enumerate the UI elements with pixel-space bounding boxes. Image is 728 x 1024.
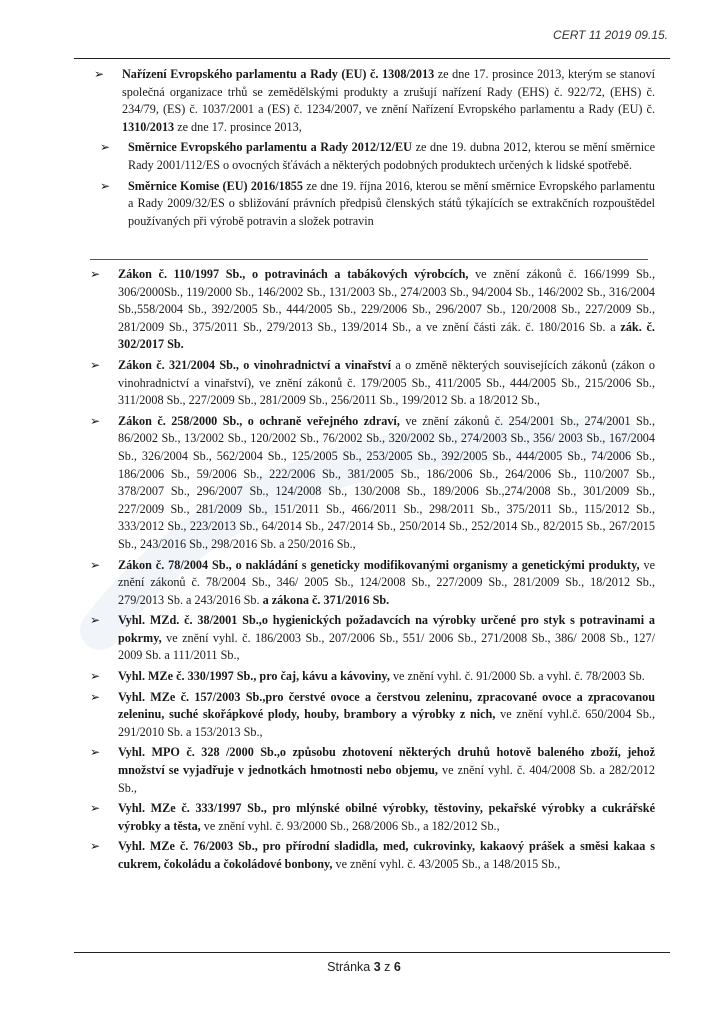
- list-item: [90, 357, 655, 410]
- item-text: ve znění zákonů č. 166/1999 Sb., 306/2000Sb., 119/2000 Sb., 146/2002 Sb., 131/2003 Sb., 274/2003 Sb., 94/2004 Sb., 146/2002 Sb., 316/2004 Sb.,558/2004 Sb., 392/2005 Sb., 444/2005 Sb., 229/2006 Sb., 296/2007 Sb., 120/2008 Sb., 227/2009 Sb., 281/2009 Sb., 375/2011 Sb., 279/2013 Sb., 139/2014 Sb., a ve znění části zák. č. 180/2016 Sb. a: [118, 267, 655, 334]
- cz-laws-list: [90, 266, 655, 877]
- arrow-right-icon: ➢: [90, 689, 101, 704]
- item-title: Vyhl. MZe č. 333/1997 Sb., pro mlýnské obilné výrobky, těstoviny, pekařské výrobky a cukrářské výrobky a těsta,: [118, 801, 655, 833]
- item-text: ve znění vyhl. č. 91/2000 Sb. a vyhl. č. 78/2003 Sb.: [389, 669, 645, 684]
- arrow-right-icon: ➢: [90, 613, 101, 628]
- arrow-right-icon: ➢: [90, 801, 101, 816]
- document-code: CERT 11 2019 09.15.: [553, 28, 668, 42]
- item-bold-tail: zák. č. 302/2017 Sb.: [118, 319, 655, 352]
- header-divider: [74, 58, 670, 59]
- item-text: ze dne 19. dubna 2012, kterou se mění směrnice Rady 2001/112/ES o ovocných šťávách a některých podobných produktech určených k lidské spotřebě.: [128, 140, 655, 172]
- list-item: [94, 66, 655, 136]
- page-total: 6: [393, 960, 401, 974]
- list-item: [90, 800, 655, 835]
- item-title: Vyhl. MZe č. 157/2003 Sb.,pro čerstvé ovoce a čerstvou zeleninu, zpracované ovoce a zpracovanou zeleninu, suché skořápkové plody, houby, brambory a výrobky z nich,: [118, 689, 655, 722]
- item-title: Vyhl. MPO č. 328 /2000 Sb.,o způsobu zhotovení některých druhů hotově baleného zboží, jehož množství se vyjadřuje v jednotkách hmotnosti nebo objemu,: [118, 745, 655, 778]
- item-title: Směrnice Komise (EU) 2016/1855: [128, 178, 303, 193]
- item-title: Zákon č. 258/2000 Sb., o ochraně veřejného zdraví,: [118, 413, 400, 428]
- item-title: Zákon č. 321/2004 Sb., o vinohradnictví a vinařství: [118, 357, 392, 372]
- list-item: [90, 266, 655, 354]
- page-prefix: Stránka: [327, 960, 374, 974]
- list-item: [90, 612, 655, 665]
- item-bold-tail: a zákona č. 371/2016 Sb.: [262, 592, 390, 607]
- list-item: [100, 178, 655, 231]
- item-tail: ze dne 17. prosince 2013,: [174, 119, 302, 134]
- item-text: ve znění vyhl. č. 186/2003 Sb., 207/2006 Sb., 551/ 2006 Sb., 271/2008 Sb., 386/ 2008 Sb., 127/ 2009 Sb. a 111/2011 Sb.,: [118, 630, 655, 663]
- list-item: [90, 689, 655, 742]
- item-text: ze dne 17. prosince 2013, kterým se stanoví společná organizace trhů se zemědělskými produkty a zrušují nařízení Rady (EHS) č. 922/72, (EHS) č. 234/79, (ES) č. 1037/2001 a (ES) č. 1234/2007, ve znění Nařízení Evropského parlamentu a Rady (EU) č.: [122, 67, 655, 117]
- list-item: [90, 668, 655, 686]
- list-item: [90, 838, 655, 873]
- section-divider: [90, 259, 648, 260]
- eu-regulations-list: [90, 66, 655, 233]
- arrow-right-icon: ➢: [90, 839, 101, 854]
- page-number: [0, 960, 728, 974]
- item-title: Zákon č. 110/1997 Sb., o potravinách a tabákových výrobcích,: [118, 267, 469, 281]
- arrow-right-icon: ➢: [94, 67, 105, 81]
- item-title: Nařízení Evropského parlamentu a Rady (EU) č. 1308/2013: [122, 67, 435, 81]
- list-item: [90, 557, 655, 610]
- arrow-right-icon: ➢: [90, 669, 101, 684]
- arrow-right-icon: ➢: [90, 745, 101, 760]
- arrow-right-icon: ➢: [100, 178, 111, 193]
- item-text: ve znění vyhl. č. 43/2005 Sb., a 148/2015 Sb.,: [332, 857, 561, 871]
- list-item: [90, 413, 655, 554]
- item-ref: 1310/2013: [122, 119, 175, 134]
- arrow-right-icon: ➢: [100, 140, 111, 155]
- item-title: Vyhl. MZd. č. 38/2001 Sb.,o hygienických požadavcích na výrobky určené pro styk s potravinami a pokrmy,: [118, 613, 655, 645]
- list-item: [90, 744, 655, 797]
- list-item: [100, 139, 655, 174]
- page-sep: z: [380, 960, 394, 974]
- item-title: Vyhl. MZe č. 330/1997 Sb., pro čaj, kávu a kávoviny,: [118, 669, 390, 684]
- item-title: Vyhl. MZe č. 76/2003 Sb., pro přírodní sladidla, med, cukrovinky, kakaový prášek a směsi kakaa s cukrem, čokoládu a čokoládové bonbony,: [118, 839, 655, 871]
- item-title: Směrnice Evropského parlamentu a Rady 2012/12/EU: [128, 140, 412, 155]
- arrow-right-icon: ➢: [90, 557, 101, 572]
- item-text: ve znění vyhl. č. 404/2008 Sb. a 282/2012 Sb.,: [118, 763, 655, 795]
- item-text: ve znění zákonů č. 78/2004 Sb., 346/ 2005 Sb., 124/2008 Sb., 227/2009 Sb., 281/2009 Sb., 18/2012 Sb., 279/2013 Sb. a 243/2016 Sb.: [118, 557, 655, 607]
- item-text: ze dne 19. října 2016, kterou se mění směrnice Evropského parlamentu a Rady 2009/32/ES o sbližování právních předpisů členských států týkajících se extrakčních rozpouštědel používaných při výrobě potravin a složek potravin: [128, 178, 655, 228]
- item-text: ve znění zákonů č. 254/2001 Sb., 274/2001 Sb., 86/2002 Sb., 13/2002 Sb., 120/2002 Sb., 76/2002 Sb., 320/2002 Sb., 274/2003 Sb., 356/ 2003 Sb., 167/2004 Sb., 326/2004 Sb., 562/2004 Sb., 125/2005 Sb., 253/2005 Sb., 392/2005 Sb., 444/2005 Sb., 74/2006 Sb., 186/2006 Sb., 59/2006 Sb., 222/2006 Sb., 381/2005 Sb., 186/2006 Sb., 264/2006 Sb., 110/2007 Sb., 378/2007 Sb., 296/2007 Sb., 124/2008 Sb., 130/2008 Sb., 189/2006 Sb.,274/2008 Sb., 301/2009 Sb., 227/2009 Sb., 281/2009 Sb., 151/2011 Sb., 466/2011 Sb., 298/2011 Sb., 375/2011 Sb., 115/2012 Sb., 333/2012 Sb., 223/2013 Sb., 64/2014 Sb., 247/2014 Sb., 250/2014 Sb., 252/2014 Sb., 82/2015 Sb., 267/2015 Sb., 243/2016 Sb., 298/2016 Sb. a 250/2016 Sb.,: [118, 413, 656, 551]
- arrow-right-icon: ➢: [90, 357, 101, 372]
- arrow-right-icon: ➢: [90, 413, 101, 428]
- item-text: ve znění vyhl.č. 650/2004 Sb., 291/2010 Sb. a 153/2013 Sb.,: [118, 707, 656, 739]
- arrow-right-icon: ➢: [90, 267, 101, 281]
- page-current: 3: [373, 960, 381, 974]
- item-text: a o změně některých souvisejících zákonů (zákon o vinohradnictví a vinařství), ve znění zákonů č. 179/2005 Sb., 411/2005 Sb., 444/2005 Sb., 215/2006 Sb., 311/2008 Sb., 227/2009 Sb., 281/2009 Sb., 256/2011 Sb., 199/2012 Sb. a 18/2012 Sb.,: [118, 357, 655, 408]
- item-title: Zákon č. 78/2004 Sb., o nakládání s geneticky modifikovanými organismy a genetickými produkty,: [118, 557, 640, 572]
- item-text: ve znění vyhl. č. 93/2000 Sb., 268/2006 Sb., a 182/2012 Sb.,: [200, 818, 500, 833]
- footer-divider: [74, 952, 670, 953]
